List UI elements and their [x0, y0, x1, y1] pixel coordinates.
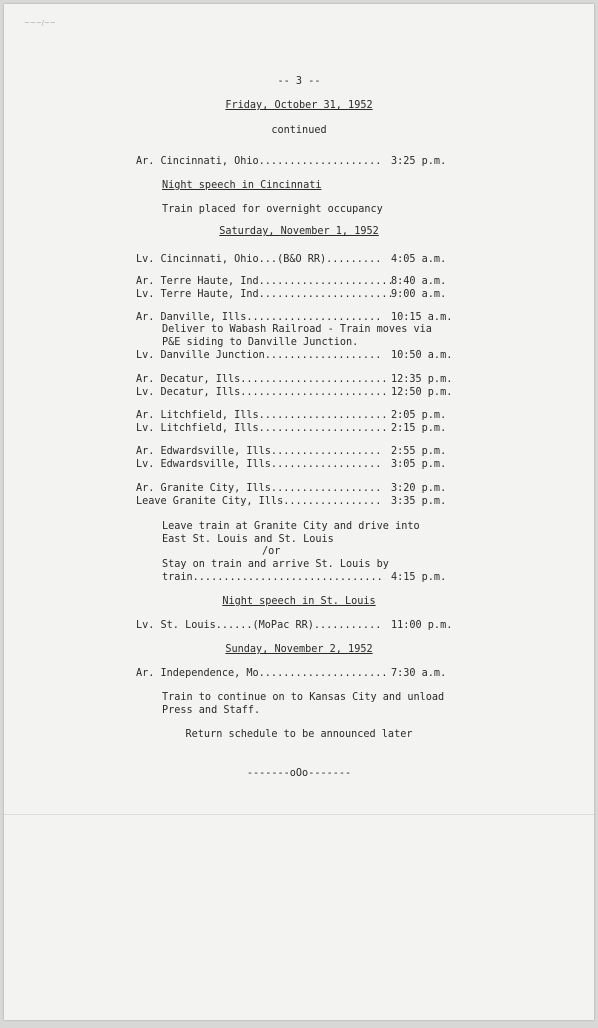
danville-note: Deliver to Wabash Railroad - Train moves via [162, 324, 432, 335]
page-fold [4, 814, 594, 815]
schedule-entry: Lv. St. Louis......(MoPac RR)........... [136, 620, 382, 631]
schedule-time: 2:05 p.m. [391, 410, 447, 421]
option-or: /or [262, 546, 281, 557]
schedule-entry: Ar. Litchfield, Ills..................... [136, 410, 388, 421]
schedule-time: 12:35 p.m. [391, 374, 453, 385]
schedule-entry: Ar. Terre Haute, Ind...................... [136, 276, 394, 287]
friday-heading: Friday, October 31, 1952 [225, 100, 373, 111]
schedule-entry: Lv. Terre Haute, Ind...................... [136, 289, 394, 300]
corner-pencil-note: ~~~/~~ [24, 19, 56, 27]
night-speech-cincinnati: Night speech in Cincinnati [162, 180, 322, 191]
schedule-time: 3:20 p.m. [391, 483, 447, 494]
schedule-entry: Ar. Edwardsville, Ills.................. [136, 446, 382, 457]
schedule-entry: Lv. Litchfield, Ills..................... [136, 423, 388, 434]
saturday-heading: Saturday, November 1, 1952 [219, 226, 379, 237]
schedule-entry: Ar. Danville, Ills...................... [136, 312, 382, 323]
schedule-entry: Lv. Decatur, Ills........................ [136, 387, 388, 398]
sunday-note: Train to continue on to Kansas City and unload [162, 692, 445, 703]
schedule-entry: Leave Granite City, Ills................ [136, 496, 382, 507]
schedule-entry: Ar. Cincinnati, Ohio.................... [136, 156, 382, 167]
schedule-entry: Ar. Independence, Mo..................... [136, 668, 388, 679]
option-note: East St. Louis and St. Louis [162, 534, 334, 545]
schedule-entry: Ar. Granite City, Ills.................. [136, 483, 382, 494]
schedule-time: 9:00 a.m. [391, 289, 447, 300]
night-speech-st-louis: Night speech in St. Louis [222, 596, 376, 607]
schedule-time: 12:50 p.m. [391, 387, 453, 398]
schedule-time: 2:55 p.m. [391, 446, 447, 457]
option-note: Stay on train and arrive St. Louis by [162, 559, 389, 570]
sunday-heading: Sunday, November 2, 1952 [225, 644, 373, 655]
continued-label: continued [271, 125, 327, 136]
danville-note: P&E siding to Danville Junction. [162, 337, 359, 348]
end-mark: -------oOo------- [246, 768, 352, 779]
schedule-time: 3:35 p.m. [391, 496, 447, 507]
page-number: -- 3 -- [277, 76, 321, 87]
schedule-time: 4:05 a.m. [391, 254, 447, 265]
schedule-time: 3:25 p.m. [391, 156, 447, 167]
schedule-time: 2:15 p.m. [391, 423, 447, 434]
option-note: train............................... [162, 572, 383, 583]
schedule-time: 11:00 p.m. [391, 620, 453, 631]
document-page [4, 4, 594, 1020]
schedule-time: 10:50 a.m. [391, 350, 453, 361]
schedule-entry: Ar. Decatur, Ills........................ [136, 374, 388, 385]
schedule-time: 4:15 p.m. [391, 572, 447, 583]
schedule-entry: Lv. Danville Junction................... [136, 350, 382, 361]
schedule-time: 7:30 a.m. [391, 668, 447, 679]
schedule-time: 10:15 a.m. [391, 312, 453, 323]
schedule-entry: Lv. Cincinnati, Ohio...(B&O RR)......... [136, 254, 382, 265]
option-note: Leave train at Granite City and drive into [162, 521, 420, 532]
schedule-time: 3:05 p.m. [391, 459, 447, 470]
sunday-note: Press and Staff. [162, 705, 261, 716]
overnight-note: Train placed for overnight occupancy [162, 204, 383, 215]
schedule-entry: Lv. Edwardsville, Ills.................. [136, 459, 382, 470]
schedule-time: 8:40 a.m. [391, 276, 447, 287]
return-note: Return schedule to be announced later [185, 729, 413, 740]
